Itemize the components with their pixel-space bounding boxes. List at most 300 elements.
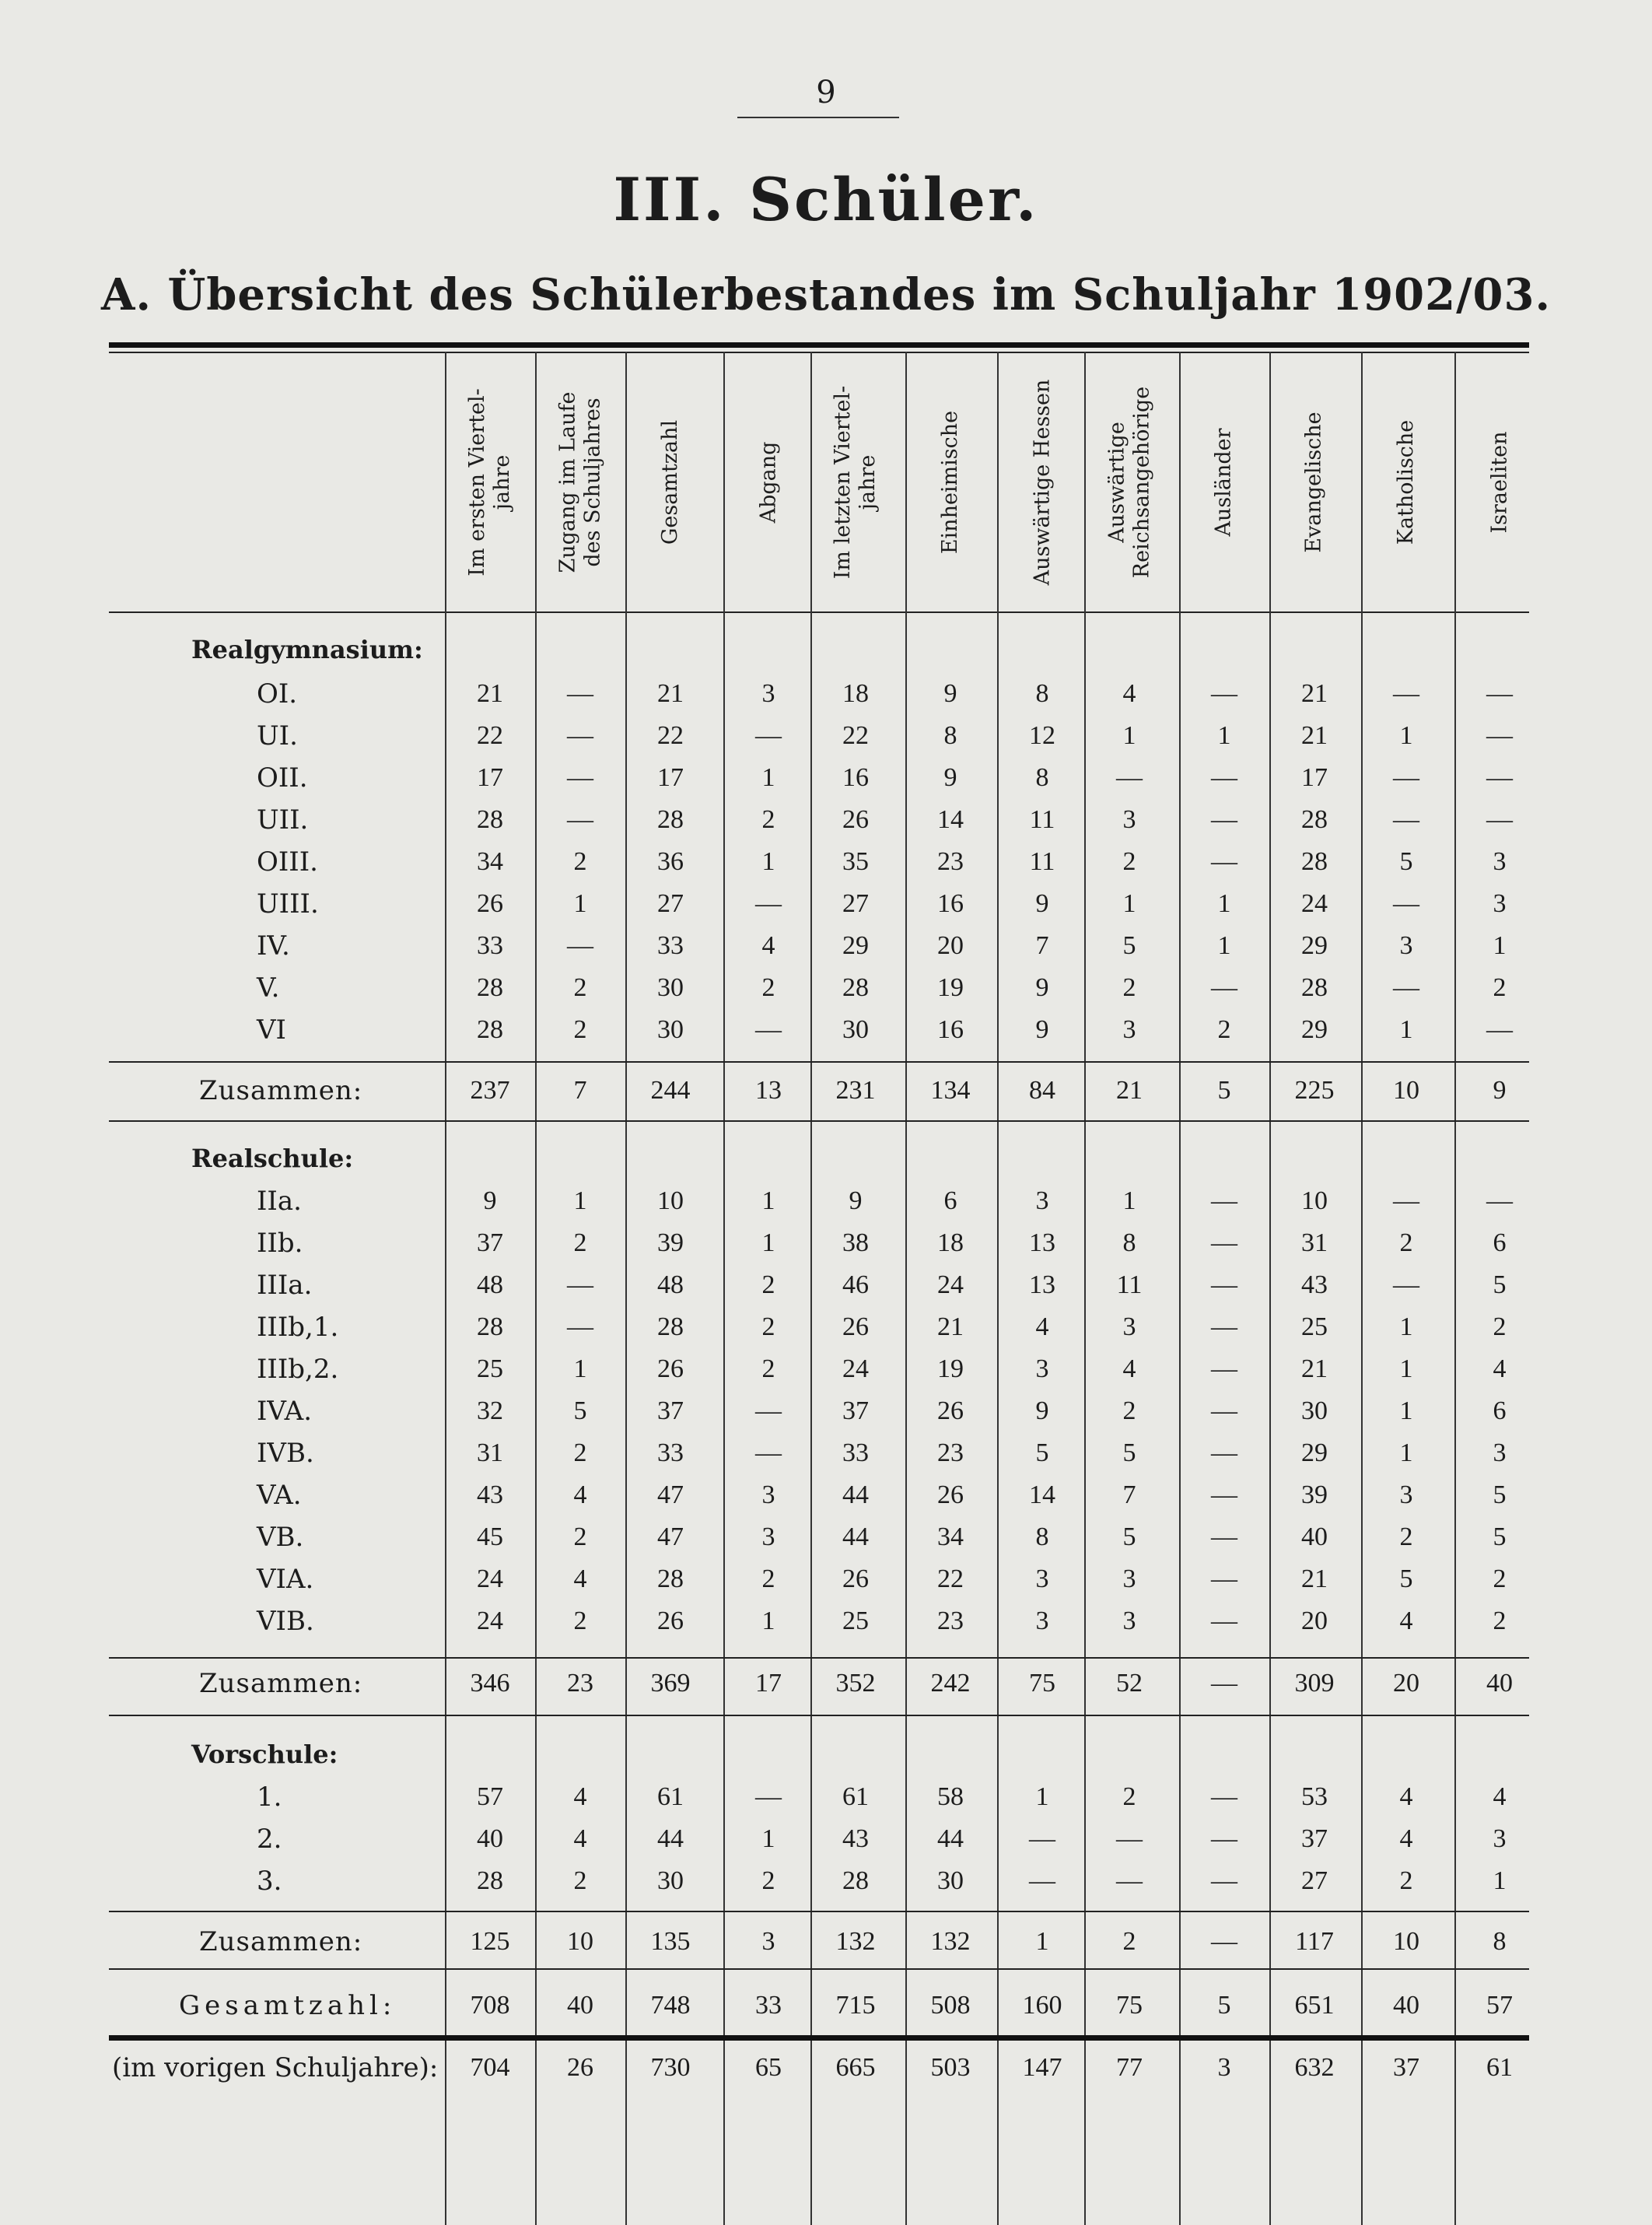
table-cell: 2 [1493,1565,1507,1593]
table-cell: 19 [937,973,964,1002]
table-row [0,1433,1652,1473]
table-cell: 225 [1294,1076,1335,1105]
table-cell: 13 [1029,1270,1055,1299]
table-cell: — [755,1396,782,1425]
table-cell: 23 [937,1607,964,1635]
table-cell: 30 [657,1015,684,1044]
table-cell: 3 [1399,1480,1413,1509]
table-row [0,926,1652,966]
table-cell: 17 [477,763,503,792]
table-cell: 2 [573,1522,587,1551]
table-cell: — [1211,1480,1237,1509]
table-cell: 43 [1301,1270,1328,1299]
table-cell: 37 [477,1228,503,1257]
table-cell: 1 [1493,1866,1507,1895]
table-cell: 5 [1493,1480,1507,1509]
table-cell: 22 [657,721,684,750]
total-row [0,1663,1652,1704]
table-cell: 3 [1122,1565,1136,1593]
table-cell: — [1211,1312,1237,1341]
column-header-label: Abgang [756,441,780,524]
table-cell: 1 [1399,1396,1413,1425]
table-cell: 4 [1399,1824,1413,1853]
table-cell: 1 [573,1186,587,1215]
table-cell: 61 [1486,2053,1513,2082]
table-cell: 30 [1301,1396,1328,1425]
table-cell: 1 [1122,889,1136,918]
table-cell: 2 [573,847,587,876]
table-cell: — [1211,679,1237,708]
table-cell: 28 [477,973,503,1002]
table-cell: 29 [1301,931,1328,960]
table-cell: 44 [842,1522,869,1551]
table-cell: 28 [477,1312,503,1341]
table-cell: 57 [477,1782,503,1811]
table-cell: 31 [1301,1228,1328,1257]
table-cell: 117 [1295,1927,1334,1956]
table-cell: 3 [1035,1607,1049,1635]
table-cell: 1 [761,1607,775,1635]
row-label: OII. [257,762,308,794]
row-label: UIII. [257,888,319,920]
table-cell: 61 [657,1782,684,1811]
table-cell: 28 [477,1866,503,1895]
table-cell: — [567,805,593,834]
table-cell: 28 [657,1565,684,1593]
column-header-label: Zugang im Laufe des Schuljahres [555,391,604,573]
table-cell: — [755,1438,782,1467]
table-cell: 11 [1029,805,1055,834]
table-cell: 36 [657,847,684,876]
table-cell: 508 [930,1991,971,2020]
table-cell: — [1211,1607,1237,1635]
table-cell: 17 [755,1669,782,1698]
table-cell: 10 [567,1927,593,1956]
row-label: UI. [257,720,298,752]
table-cell: 27 [657,889,684,918]
table-cell: 8 [943,721,957,750]
grand-total-rule [109,2035,1529,2041]
table-cell: 5 [1035,1438,1049,1467]
table-row [0,1349,1652,1389]
table-cell: 7 [1035,931,1049,960]
table-row [0,1601,1652,1642]
table-cell: 29 [842,931,869,960]
table-cell: 24 [1301,889,1328,918]
table-cell: 3 [761,1927,775,1956]
table-cell: 8 [1493,1927,1507,1956]
table-cell: — [1211,1186,1237,1215]
table-cell: 632 [1294,2053,1335,2082]
table-cell: 5 [1399,847,1413,876]
table-row [0,1223,1652,1263]
table-cell: — [1486,763,1513,792]
table-cell: 704 [470,2053,510,2082]
table-row [0,1777,1652,1817]
table-cell: — [567,721,593,750]
table-cell: 26 [477,889,503,918]
table-cell: 3 [761,1480,775,1509]
table-cell: 21 [1116,1076,1143,1105]
table-cell: 2 [573,973,587,1002]
table-cell: 1 [761,1186,775,1215]
table-cell: — [1486,805,1513,834]
table-cell: — [567,679,593,708]
table-cell: — [1393,1270,1419,1299]
table-cell: 18 [937,1228,964,1257]
total-rule-below [109,1715,1529,1716]
table-cell: — [1211,1354,1237,1383]
table-cell: 43 [477,1480,503,1509]
table-cell: 1 [1122,1186,1136,1215]
table-cell: 1 [1217,931,1231,960]
group-title: Realschule: [191,1144,354,1173]
table-cell: 5 [1217,1991,1231,2020]
row-label: VB. [257,1522,304,1553]
row-label: OIII. [257,846,318,878]
table-cell: 24 [842,1354,869,1383]
table-cell: 28 [1301,805,1328,834]
table-cell: 40 [1393,1991,1419,2020]
table-cell: 39 [657,1228,684,1257]
table-cell: 8 [1035,763,1049,792]
table-cell: 1 [1399,1354,1413,1383]
table-cell: 2 [1122,1396,1136,1425]
group-title: Realgymnasium: [191,635,423,664]
table-cell: 665 [835,2053,876,2082]
column-header-label: Im ersten Viertel- jahre [465,388,514,576]
table-cell: 369 [650,1669,691,1698]
table-cell: 30 [657,973,684,1002]
table-cell: — [1211,1228,1237,1257]
table-cell: — [1486,679,1513,708]
table-cell: 2 [761,1565,775,1593]
table-cell: 57 [1486,1991,1513,2020]
table-cell: 2 [1399,1522,1413,1551]
table-row [0,1391,1652,1431]
table-cell: 26 [657,1607,684,1635]
table-cell: 16 [937,889,964,918]
row-label: 1. [257,1782,282,1813]
grand-total-row [0,1985,1652,2026]
table-cell: 40 [1301,1522,1328,1551]
table-cell: 125 [470,1927,510,1956]
table-cell: 3 [1122,1312,1136,1341]
table-cell: 715 [835,1991,876,2020]
table-cell: 2 [1493,1607,1507,1635]
table-cell: 4 [573,1782,587,1811]
row-label: VI [257,1014,286,1046]
table-cell: 2 [761,1866,775,1895]
row-label: OI. [257,678,298,710]
table-cell: 21 [937,1312,964,1341]
row-label: VIB. [257,1606,314,1637]
table-cell: — [1116,1824,1143,1853]
table-cell: 28 [842,1866,869,1895]
total-row [0,1070,1652,1111]
table-cell: 147 [1022,2053,1062,2082]
table-cell: 2 [1122,973,1136,1002]
table-cell: 9 [1035,889,1049,918]
table-cell: — [755,1782,782,1811]
table-cell: 58 [937,1782,964,1811]
table-cell: 3 [1122,805,1136,834]
table-cell: 2 [1122,1927,1136,1956]
table-cell: 25 [477,1354,503,1383]
table-row [0,1819,1652,1859]
table-cell: 44 [842,1480,869,1509]
row-label: IIb. [257,1228,303,1259]
table-row [0,800,1652,840]
column-header [537,358,623,607]
table-cell: 2 [761,973,775,1002]
table-cell: 9 [943,763,957,792]
row-label: IVB. [257,1438,314,1469]
table-cell: 9 [483,1186,497,1215]
table-cell: 11 [1116,1270,1143,1299]
table-cell: 33 [477,931,503,960]
table-cell: 44 [937,1824,964,1853]
table-cell: — [1211,1522,1237,1551]
table-cell: 4 [1122,1354,1136,1383]
table-cell: — [1116,1866,1143,1895]
table-cell: 37 [1393,2053,1419,2082]
table-cell: 21 [1301,679,1328,708]
table-cell: — [567,1312,593,1341]
table-cell: — [1486,1015,1513,1044]
table-cell: 22 [842,721,869,750]
table-cell: 17 [657,763,684,792]
table-cell: 1 [1035,1782,1049,1811]
table-cell: 34 [937,1522,964,1551]
table-cell: — [1211,1866,1237,1895]
table-cell: — [1116,763,1143,792]
table-cell: — [567,763,593,792]
table-cell: 30 [937,1866,964,1895]
table-cell: 39 [1301,1480,1328,1509]
row-label: IV. [257,930,290,962]
table-cell: 29 [1301,1438,1328,1467]
table-cell: 9 [1493,1076,1507,1105]
table-cell: 84 [1029,1076,1055,1105]
table-cell: — [1211,1669,1237,1698]
table-cell: 4 [1493,1782,1507,1811]
column-header [813,358,898,607]
table-cell: 748 [650,1991,691,2020]
row-label: 2. [257,1824,282,1855]
column-header-label: Im letzten Viertel- jahre [831,385,880,580]
table-cell: 3 [1035,1565,1049,1593]
column-header [999,358,1085,607]
table-cell: — [1211,763,1237,792]
column-header-label: Katholische [1394,419,1419,545]
table-cell: 1 [761,1824,775,1853]
previous-year-row [0,2048,1652,2088]
table-cell: 52 [1116,1669,1143,1698]
column-header [1087,358,1172,607]
table-cell: 13 [1029,1228,1055,1257]
column-header-label: Einheimische [938,410,963,555]
table-cell: 1 [1493,931,1507,960]
total-rule-above [109,1657,1529,1659]
table-row [0,1559,1652,1600]
row-label: Zusammen: [199,1668,363,1699]
total-rule-above [109,1061,1529,1063]
table-cell: 2 [573,1228,587,1257]
table-row [0,1010,1652,1050]
table-cell: 26 [842,1565,869,1593]
table-cell: 1 [1399,1438,1413,1467]
table-cell: 21 [1301,1565,1328,1593]
table-cell: 1 [1122,721,1136,750]
table-cell: 2 [573,1438,587,1467]
table-cell: 2 [1399,1866,1413,1895]
table-cell: 237 [470,1076,510,1105]
table-cell: 1 [1399,1015,1413,1044]
table-cell: 33 [842,1438,869,1467]
table-cell: 16 [842,763,869,792]
table-cell: 48 [477,1270,503,1299]
table-cell: 10 [657,1186,684,1215]
table-cell: 5 [1122,1438,1136,1467]
table-cell: 65 [755,2053,782,2082]
column-header [1457,358,1542,607]
row-label: VIA. [257,1564,314,1595]
table-cell: 17 [1301,763,1328,792]
row-label: UII. [257,804,309,836]
table-cell: 20 [1301,1607,1328,1635]
table-row [0,884,1652,924]
table-cell: 7 [573,1076,587,1105]
table-cell: 242 [930,1669,971,1698]
table-cell: 3 [1217,2053,1231,2082]
table-cell: 28 [1301,847,1328,876]
table-cell: 708 [470,1991,510,2020]
table-cell: 32 [477,1396,503,1425]
table-cell: 6 [943,1186,957,1215]
table-cell: 1 [1399,721,1413,750]
row-label: V. [257,972,280,1004]
table-cell: 46 [842,1270,869,1299]
table-cell: — [755,721,782,750]
table-cell: — [1393,763,1419,792]
table-cell: 3 [1399,931,1413,960]
row-label: IIIb,2. [257,1354,339,1385]
table-cell: 3 [1035,1186,1049,1215]
table-cell: 3 [1122,1607,1136,1635]
table-cell: 2 [1217,1015,1231,1044]
table-cell: 47 [657,1522,684,1551]
table-cell: 1 [761,847,775,876]
table-cell: 3 [1493,1824,1507,1853]
table-cell: 3 [761,679,775,708]
table-cell: — [1393,679,1419,708]
total-row [0,1922,1652,1962]
table-cell: 9 [1035,973,1049,1002]
row-label: IVA. [257,1396,313,1427]
table-cell: 33 [755,1991,782,2020]
table-cell: 4 [1035,1312,1049,1341]
table-cell: 47 [657,1480,684,1509]
table-cell: 1 [573,1354,587,1383]
table-cell: — [1211,1782,1237,1811]
table-cell: 1 [1217,889,1231,918]
table-cell: 33 [657,931,684,960]
table-cell: 24 [477,1607,503,1635]
table-cell: 26 [842,805,869,834]
table-cell: 21 [1301,1354,1328,1383]
table-row [0,1307,1652,1347]
table-cell: 48 [657,1270,684,1299]
row-label: IIa. [257,1186,302,1217]
table-cell: — [1486,1186,1513,1215]
page-number-rule [737,117,899,118]
table-cell: 2 [761,1270,775,1299]
row-label: (im vorigen Schuljahre): [112,2052,439,2083]
table-cell: 26 [937,1480,964,1509]
table-cell: 22 [937,1565,964,1593]
table-cell: — [567,931,593,960]
table-cell: 5 [1122,931,1136,960]
table-cell: — [1393,1186,1419,1215]
table-cell: 9 [1035,1396,1049,1425]
column-header [1272,358,1357,607]
column-header-label: Ausländer [1212,428,1237,537]
table-cell: 5 [1399,1565,1413,1593]
table-cell: 5 [1493,1522,1507,1551]
table-cell: 10 [1393,1076,1419,1105]
table-cell: 26 [842,1312,869,1341]
column-header-label: Auswärtige Reichsangehörige [1104,386,1154,579]
table-cell: 352 [835,1669,876,1698]
table-cell: 29 [1301,1015,1328,1044]
table-cell: — [567,1270,593,1299]
table-cell: 28 [842,973,869,1002]
table-cell: 231 [835,1076,876,1105]
table-row [0,716,1652,756]
table-cell: 21 [477,679,503,708]
table-cell: 37 [842,1396,869,1425]
table-cell: 11 [1029,847,1055,876]
table-cell: — [1211,1565,1237,1593]
row-label: IIIa. [257,1270,313,1301]
table-cell: 14 [1029,1480,1055,1509]
table-cell: 24 [937,1270,964,1299]
table-cell: — [1486,721,1513,750]
table-cell: 4 [1122,679,1136,708]
table-cell: 2 [761,1312,775,1341]
table-cell: — [755,889,782,918]
table-cell: 18 [842,679,869,708]
row-label: Zusammen: [199,1075,363,1106]
table-cell: 75 [1116,1991,1143,2020]
table-cell: 3 [761,1522,775,1551]
table-cell: — [1211,973,1237,1002]
table-cell: 2 [573,1607,587,1635]
table-cell: 8 [1035,679,1049,708]
table-top-rule-thin [109,352,1529,353]
table-row [0,1475,1652,1515]
table-cell: 16 [937,1015,964,1044]
table-row [0,1861,1652,1901]
table-cell: 2 [1122,1782,1136,1811]
table-row [0,1517,1652,1558]
table-cell: 2 [1399,1228,1413,1257]
total-rule-above [109,1911,1529,1912]
table-cell: 75 [1029,1669,1055,1698]
table-cell: 1 [761,763,775,792]
table-cell: 25 [842,1607,869,1635]
